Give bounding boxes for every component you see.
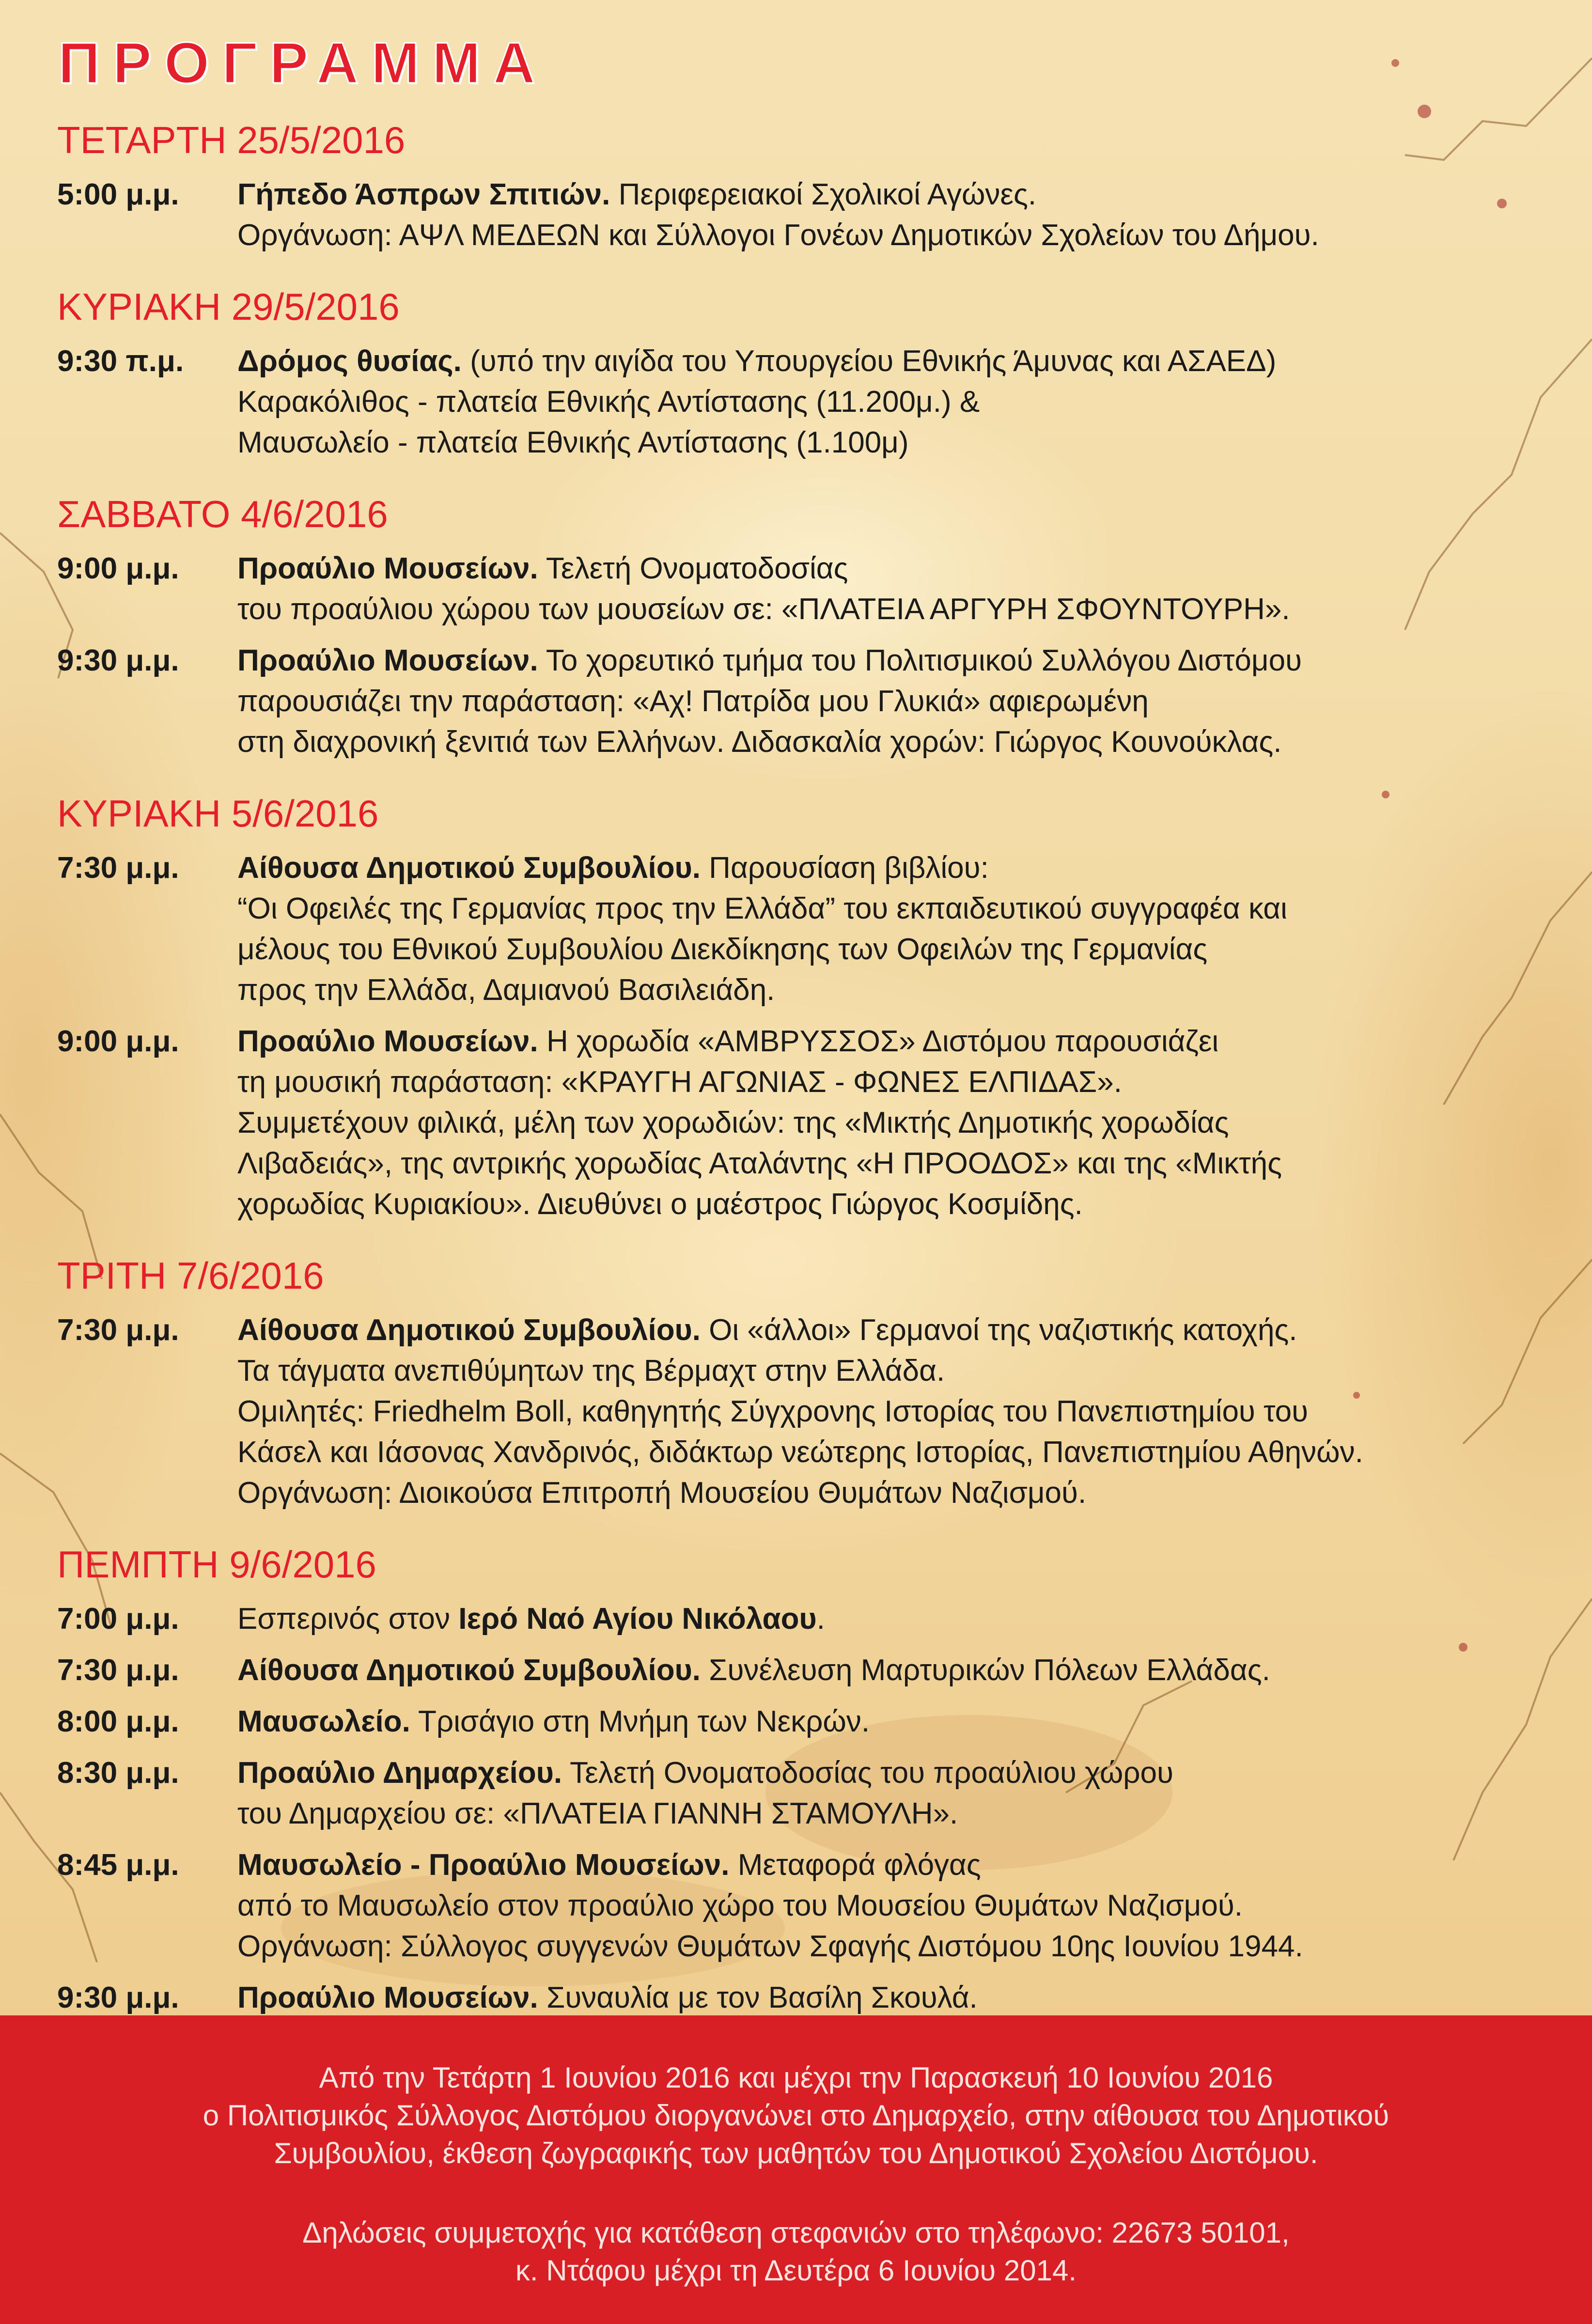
event-text: Καρακόλιθος - πλατεία Εθνικής Αντίστασης (11.200μ.) &: [237, 385, 980, 419]
event-venue: Γήπεδο Άσπρων Σπιτιών.: [237, 178, 610, 211]
event-line: [237, 1753, 1545, 1794]
event-item: [57, 1650, 1540, 1691]
event-venue: Αίθουσα Δημοτικού Συμβουλίου.: [237, 1313, 701, 1347]
event-line: [237, 1432, 1545, 1473]
footer-line: ο Πολιτισμικός Σύλλογος Διστόμου διοργανώνει στο Δημαρχείο, στην αίθουσα του Δημοτικού: [203, 2099, 1389, 2132]
footer-banner: [0, 2015, 1592, 2324]
event-line: [237, 848, 1545, 889]
event-text: τη μουσική παράσταση: «ΚΡΑΥΓΗ ΑΓΩΝΙΑΣ - ΦΩΝΕΣ ΕΛΠΙΔΑΣ».: [237, 1065, 1122, 1099]
event-description: [237, 1650, 1545, 1691]
event-time: 7:30 μ.μ.: [57, 1653, 179, 1687]
event-time: 7:30 μ.μ.: [57, 1313, 179, 1347]
event-text: Μεταφορά φλόγας: [729, 1848, 981, 1882]
event-venue: Ιερό Ναό Αγίου Νικόλαου: [458, 1602, 817, 1636]
event-venue: Προαύλιο Μουσείων.: [237, 1025, 538, 1058]
event-line: [237, 1701, 1545, 1742]
event-text: Κάσελ και Ιάσονας Χανδρινός, διδάκτωρ νεώτερης Ιστορίας, Πανεπιστημίου Αθηνών.: [237, 1435, 1363, 1469]
event-text: Εσπερινός στον: [237, 1602, 459, 1636]
event-item: [57, 848, 1540, 1011]
event-time: 9:30 π.μ.: [57, 344, 184, 378]
event-line: [237, 1926, 1545, 1967]
event-text: Λιβαδειάς», της αντρικής χορωδίας Αταλάντης «Η ΠΡΟΟΔΟΣ» και της «Μικτής: [237, 1147, 1282, 1180]
event-text: Τα τάγματα ανεπιθύμητων της Βέρμαχτ στην Ελλάδα.: [237, 1354, 945, 1388]
event-text: χορωδίας Κυριακίου». Διευθύνει ο μαέστρος Γιώργος Κοσμίδης.: [237, 1187, 1083, 1221]
footer-line: Δηλώσεις συμμετοχής για κατάθεση στεφανιών στο τηλέφωνο: 22673 50101,: [302, 2216, 1290, 2249]
footer-exhibition-note: [0, 2059, 1592, 2172]
event-time: 7:30 μ.μ.: [57, 851, 179, 885]
event-line: [237, 1310, 1545, 1351]
event-text: (υπό την αιγίδα του Υπουργείου Εθνικής Άμυνας και ΑΣΑΕΔ): [461, 344, 1277, 378]
event-text: Οργάνωση: Σύλλογος συγγενών Θυμάτων Σφαγής Διστόμου 10ης Ιουνίου 1944.: [237, 1930, 1303, 1963]
event-text: παρουσιάζει την παράσταση: «Αχ! Πατρίδα μου Γλυκιά» αφιερωμένη: [237, 685, 1149, 718]
event-description: [237, 548, 1545, 630]
event-time: 8:45 μ.μ.: [57, 1848, 179, 1882]
event-text: Ομιλητές: Friedhelm Boll, καθηγητής Σύγχρονης Ιστορίας του Πανεπιστημίου του: [237, 1395, 1309, 1428]
event-text: Οργάνωση: Διοικούσα Επιτροπή Μουσείου Θυμάτων Ναζισμού.: [237, 1476, 1087, 1510]
footer-line: Συμβουλίου, έκθεση ζωγραφικής των μαθητών του Δημοτικού Σχολείου Διστόμου.: [274, 2137, 1318, 2169]
event-description: [237, 1599, 1545, 1639]
event-line: [237, 382, 1545, 422]
event-line: [237, 215, 1545, 256]
event-line: [237, 681, 1545, 722]
event-line: [237, 1062, 1545, 1103]
event-item: [57, 1701, 1540, 1742]
event-line: [237, 174, 1545, 215]
event-text: Συμμετέχουν φιλικά, μέλη των χορωδιών: της «Μικτής Δημοτικής χορωδίας: [237, 1106, 1229, 1139]
event-line: [237, 1021, 1545, 1062]
event-text: Περιφερειακοί Σχολικοί Αγώνες.: [610, 178, 1037, 211]
event-item: [57, 174, 1540, 256]
event-item: [57, 1978, 1540, 2018]
event-line: [237, 1978, 1545, 2018]
day-heading: ΚΥΡΙΑΚΗ 29/5/2016: [57, 285, 400, 328]
event-venue: Μαυσωλείο - Προαύλιο Μουσείων.: [237, 1848, 730, 1882]
event-venue: Προαύλιο Μουσείων.: [237, 1981, 538, 2014]
event-text: του προαύλιου χώρου των μουσείων σε: «ΠΛΑΤΕΙΑ ΑΡΓΥΡΗ ΣΦΟΥΝΤΟΥΡΗ».: [237, 593, 1290, 626]
event-time: 9:00 μ.μ.: [57, 552, 179, 585]
footer-line: Από την Τετάρτη 1 Ιουνίου 2016 και μέχρι την Παρασκευή 10 Ιουνίου 2016: [319, 2061, 1273, 2094]
event-text: του Δημαρχείου σε: «ΠΛΑΤΕΙΑ ΓΙΑΝΝΗ ΣΤΑΜΟΥΛΗ».: [237, 1797, 958, 1830]
event-time: 7:00 μ.μ.: [57, 1602, 179, 1636]
event-line: [237, 1794, 1545, 1834]
event-time: 8:00 μ.μ.: [57, 1705, 179, 1738]
event-description: [237, 1310, 1545, 1513]
event-time: 9:00 μ.μ.: [57, 1025, 179, 1058]
event-venue: Προαύλιο Δημαρχείου.: [237, 1756, 562, 1790]
event-text: από το Μαυσωλείο στον προαύλιο χώρο του Μουσείου Θυμάτων Ναζισμού.: [237, 1889, 1243, 1922]
event-line: [237, 1650, 1545, 1691]
event-text: Μαυσωλείο - πλατεία Εθνικής Αντίστασης (1.100μ): [237, 426, 909, 459]
event-item: [57, 1753, 1540, 1834]
event-venue: Αίθουσα Δημοτικού Συμβουλίου.: [237, 851, 701, 885]
event-text: .: [816, 1602, 825, 1636]
event-time: 8:30 μ.μ.: [57, 1756, 179, 1790]
event-line: [237, 929, 1545, 970]
event-description: [237, 1753, 1545, 1834]
event-venue: Προαύλιο Μουσείων.: [237, 644, 538, 677]
event-line: [237, 722, 1545, 763]
day-heading: ΠΕΜΠΤΗ 9/6/2016: [57, 1543, 376, 1586]
event-item: [57, 1021, 1540, 1225]
event-text: Τρισάγιο στη Μνήμη των Νεκρών.: [410, 1705, 870, 1738]
event-line: [237, 1886, 1545, 1926]
event-venue: Μαυσωλείο.: [237, 1705, 410, 1738]
event-line: [237, 422, 1545, 463]
event-description: [237, 174, 1545, 256]
event-item: [57, 640, 1540, 763]
day-heading: ΤΕΤΑΡΤΗ 25/5/2016: [57, 119, 406, 161]
event-line: [237, 1473, 1545, 1513]
event-text: Τελετή Ονοματοδοσίας: [538, 552, 848, 585]
event-description: [237, 848, 1545, 1011]
event-venue: Δρόμος θυσίας.: [237, 344, 462, 378]
event-description: [237, 341, 1545, 463]
event-text: Οι «άλλοι» Γερμανοί της ναζιστικής κατοχής.: [700, 1313, 1297, 1347]
event-text: “Οι Οφειλές της Γερμανίας προς την Ελλάδα” του εκπαιδευτικού συγγραφέα και: [237, 892, 1287, 925]
event-item: [57, 341, 1540, 463]
day-heading: ΣΑΒΒΑΤΟ 4/6/2016: [57, 493, 388, 535]
event-text: στη διαχρονική ξενιτιά των Ελλήνων. Διδασκαλία χορών: Γιώργος Κουνούκλας.: [237, 725, 1282, 759]
event-text: μέλους του Εθνικού Συμβουλίου Διεκδίκησης των Οφειλών της Γερμανίας: [237, 933, 1208, 966]
event-line: [237, 1103, 1545, 1143]
event-venue: Αίθουσα Δημοτικού Συμβουλίου.: [237, 1653, 701, 1687]
event-line: [237, 1143, 1545, 1184]
event-text: Τελετή Ονοματοδοσίας του προαύλιου χώρου: [562, 1756, 1173, 1790]
footer-line: κ. Ντάφου μέχρι τη Δευτέρα 6 Ιουνίου 2014.: [515, 2254, 1077, 2287]
event-line: [237, 341, 1545, 382]
event-item: [57, 548, 1540, 630]
event-text: Οργάνωση: ΑΨΛ ΜΕΔΕΩΝ και Σύλλογοι Γονέων Δημοτικών Σχολείων του Δήμου.: [237, 218, 1319, 252]
event-text: Συναυλία με τον Βασίλη Σκουλά.: [538, 1981, 978, 2014]
event-line: [237, 1391, 1545, 1432]
event-description: [237, 1021, 1545, 1225]
event-item: [57, 1845, 1540, 1967]
event-description: [237, 1845, 1545, 1967]
event-text: Συνέλευση Μαρτυρικών Πόλεων Ελλάδας.: [700, 1653, 1270, 1687]
day-heading: ΚΥΡΙΑΚΗ 5/6/2016: [57, 792, 379, 835]
event-line: [237, 548, 1545, 589]
event-item: [57, 1310, 1540, 1513]
event-description: [237, 640, 1545, 763]
event-line: [237, 1845, 1545, 1886]
event-venue: Προαύλιο Μουσείων.: [237, 552, 538, 585]
event-text: Παρουσίαση βιβλίου:: [700, 851, 989, 885]
event-line: [237, 1351, 1545, 1391]
event-time: 9:30 μ.μ.: [57, 644, 179, 677]
page-title: ΠΡΟΓΡΑΜΜΑ: [58, 31, 548, 95]
event-text: προς την Ελλάδα, Δαμιανού Βασιλειάδη.: [237, 973, 775, 1007]
event-time: 9:30 μ.μ.: [57, 1981, 179, 2014]
event-description: [237, 1701, 1545, 1742]
event-line: [237, 589, 1545, 630]
event-item: [57, 1599, 1540, 1639]
event-description: [237, 1978, 1545, 2018]
event-line: [237, 1184, 1545, 1225]
day-heading: ΤΡΙΤΗ 7/6/2016: [57, 1254, 324, 1297]
event-line: [237, 970, 1545, 1011]
event-line: [237, 1599, 1545, 1639]
event-text: Το χορευτικό τμήμα του Πολιτισμικού Συλλόγου Διστόμου: [538, 644, 1302, 677]
footer-contact-note: [0, 2214, 1592, 2290]
event-line: [237, 640, 1545, 681]
event-line: [237, 889, 1545, 929]
event-time: 5:00 μ.μ.: [57, 178, 179, 211]
event-text: Η χορωδία «ΑΜΒΡΥΣΣΟΣ» Διστόμου παρουσιάζει: [538, 1025, 1219, 1058]
